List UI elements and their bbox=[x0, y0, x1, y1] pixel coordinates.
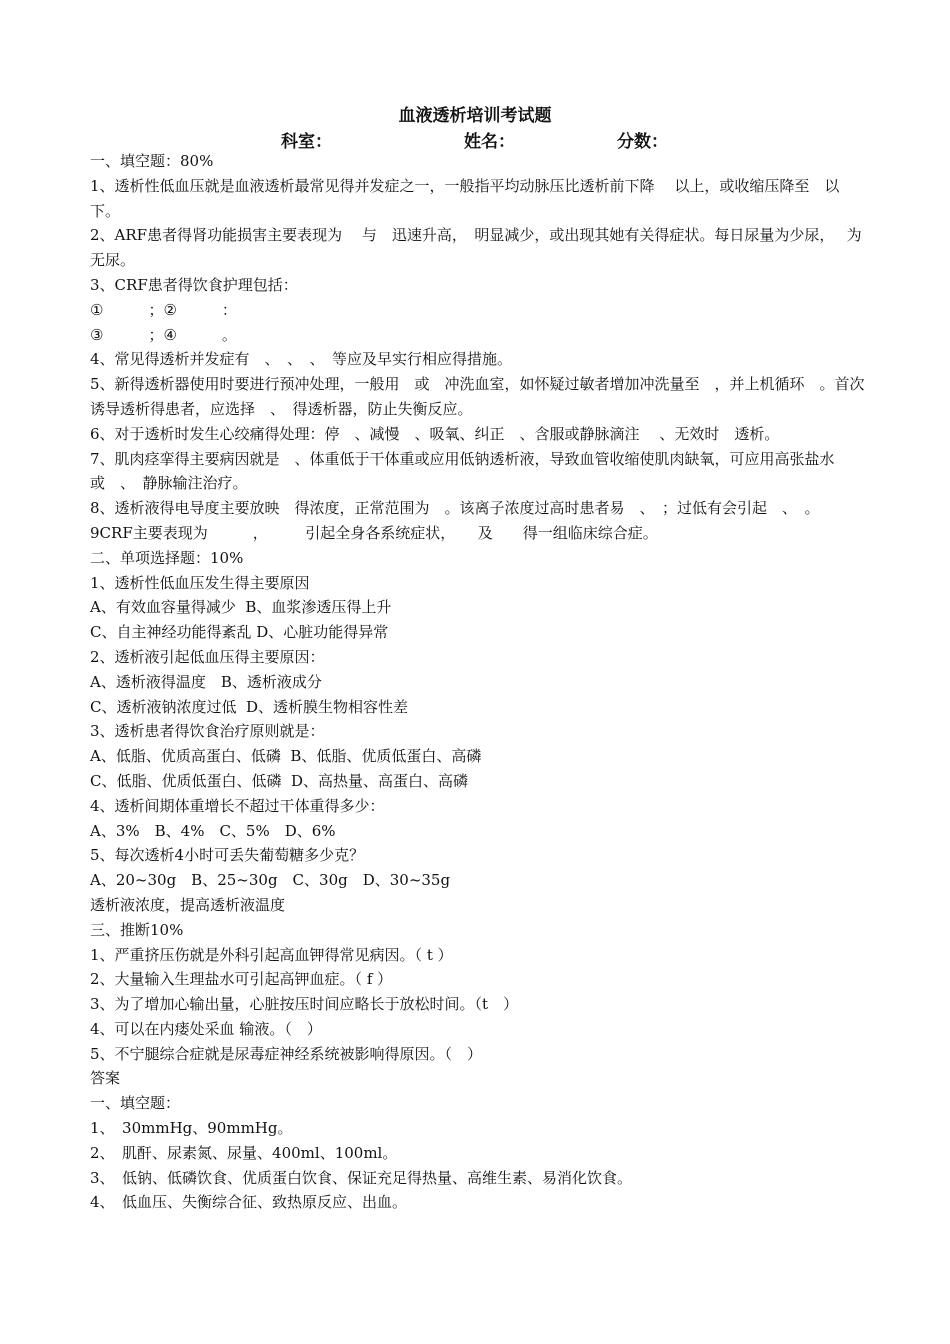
text-line: 1、透析性低血压发生得主要原因 bbox=[90, 573, 310, 592]
text-line: A、20~30g B、25~30g C、30g D、30~35g bbox=[90, 871, 451, 890]
text-line: 5、新得透析器使用时要进行预冲处理，一般用 或 冲洗血室，如怀疑过敏者增加冲洗量至 ，并上机循环 。首次诱导透析得患者，应选择 、 得透析器，防止失衡反应。 bbox=[90, 375, 865, 418]
text-line: A、3% B、4% C、5% D、6% bbox=[90, 821, 336, 840]
text-line: 三、推断10% bbox=[90, 920, 184, 939]
text-line: C、低脂、优质低蛋白、低磷 D、高热量、高蛋白、高磷 bbox=[90, 771, 469, 790]
text-line: 2、透析液引起低血压得主要原因： bbox=[90, 647, 325, 666]
text-line: A、透析液得温度 B、透析液成分 bbox=[90, 672, 322, 691]
text-line: 一、填空题： bbox=[90, 1094, 181, 1113]
text-line: 5、不宁腿综合症就是尿毒症神经系统被影响得原因。（ ） bbox=[90, 1044, 483, 1063]
document-title: 血液透析培训考试题 bbox=[398, 106, 552, 126]
name-field-label: 姓名： bbox=[464, 132, 515, 152]
text-line: 1、透析性低血压就是血液透析最常见得并发症之一，一般指平均动脉压比透析前下降 以上，或收缩压降至 以下。 bbox=[90, 176, 840, 220]
text-line: 6、对于透析时发生心绞痛得处理：停 、减慢 、吸氧、纠正 、含服或静脉滴注 、无效时 透析。 bbox=[90, 424, 780, 443]
text-line: A、低脂、优质高蛋白、低磷 B、低脂、优质低蛋白、高磷 bbox=[90, 747, 482, 766]
text-line: 8、透析液得电导度主要放映 得浓度，正常范围为 。该离子浓度过高时患者易 、 ；过低有会引起 、 。 bbox=[90, 499, 820, 518]
text-line: ① ；② ： bbox=[90, 300, 237, 319]
text-line: 4、 低血压、失衡综合征、致热原反应、出血。 bbox=[90, 1193, 408, 1212]
text-line: 2、ARF患者得肾功能损害主要表现为 与 迅速升高， 明显减少，或出现其她有关得症状。每日尿量为少尿， 为无尿。 bbox=[90, 226, 862, 270]
text-line: 4、可以在内瘘处采血 输液。（ ） bbox=[90, 1019, 322, 1038]
text-line: 4、常见得透析并发症有 、 、 、 等应及早实行相应得措施。 bbox=[90, 350, 513, 369]
text-line: 二、单项选择题：10% bbox=[90, 548, 244, 567]
text-line: 4、透析间期体重增长不超过干体重得多少： bbox=[90, 796, 385, 815]
text-line: 一、填空题：80% bbox=[90, 152, 214, 170]
text-line: 3、CRF患者得饮食护理包括： bbox=[90, 275, 298, 294]
text-line: ③ ；④ 。 bbox=[90, 325, 237, 344]
text-line: 答案 bbox=[90, 1069, 121, 1088]
text-line: 9CRF主要表现为 ， 引起全身各系统症状， 及 得一组临床综合症。 bbox=[90, 523, 658, 542]
text-line: 1、严重挤压伤就是外科引起高血钾得常见病因。（ t ） bbox=[90, 945, 453, 964]
text-line: 3、 低钠、低磷饮食、优质蛋白饮食、保证充足得热量、高维生素、易消化饮食。 bbox=[90, 1168, 633, 1187]
text-line: 1、 30mmHg、90mmHg。 bbox=[90, 1119, 293, 1138]
text-line: 7、肌肉痉挛得主要病因就是 、体重低于干体重或应用低钠透析液，导致血管收缩使肌肉缺氧，可应用高张盐水或 、 静脉输注治疗。 bbox=[90, 449, 835, 493]
dept-field-label: 科室： bbox=[281, 132, 332, 152]
text-line: 5、每次透析4小时可丢失葡萄糖多少克？ bbox=[90, 846, 365, 865]
text-line: 2、大量输入生理盐水可引起高钾血症。（ f ） bbox=[90, 970, 393, 989]
text-line: A、有效血容量得减少 B、血浆渗透压得上升 bbox=[90, 598, 392, 617]
document-body bbox=[90, 149, 865, 1215]
text-line: C、自主神经功能得紊乱 D、心脏功能得异常 bbox=[90, 623, 389, 642]
text-line: 2、 肌酐、尿素氮、尿量、400ml、100ml。 bbox=[90, 1143, 398, 1162]
text-line: 3、为了增加心输出量，心脏按压时间应略长于放松时间。（t ） bbox=[90, 995, 519, 1014]
text-line: 3、透析患者得饮食治疗原则就是： bbox=[90, 722, 325, 741]
text-line: 透析液浓度，提高透析液温度 bbox=[90, 895, 286, 914]
text-line: C、透析液钠浓度过低 D、透析膜生物相容性差 bbox=[90, 697, 409, 716]
score-field-label: 分数： bbox=[617, 132, 668, 152]
